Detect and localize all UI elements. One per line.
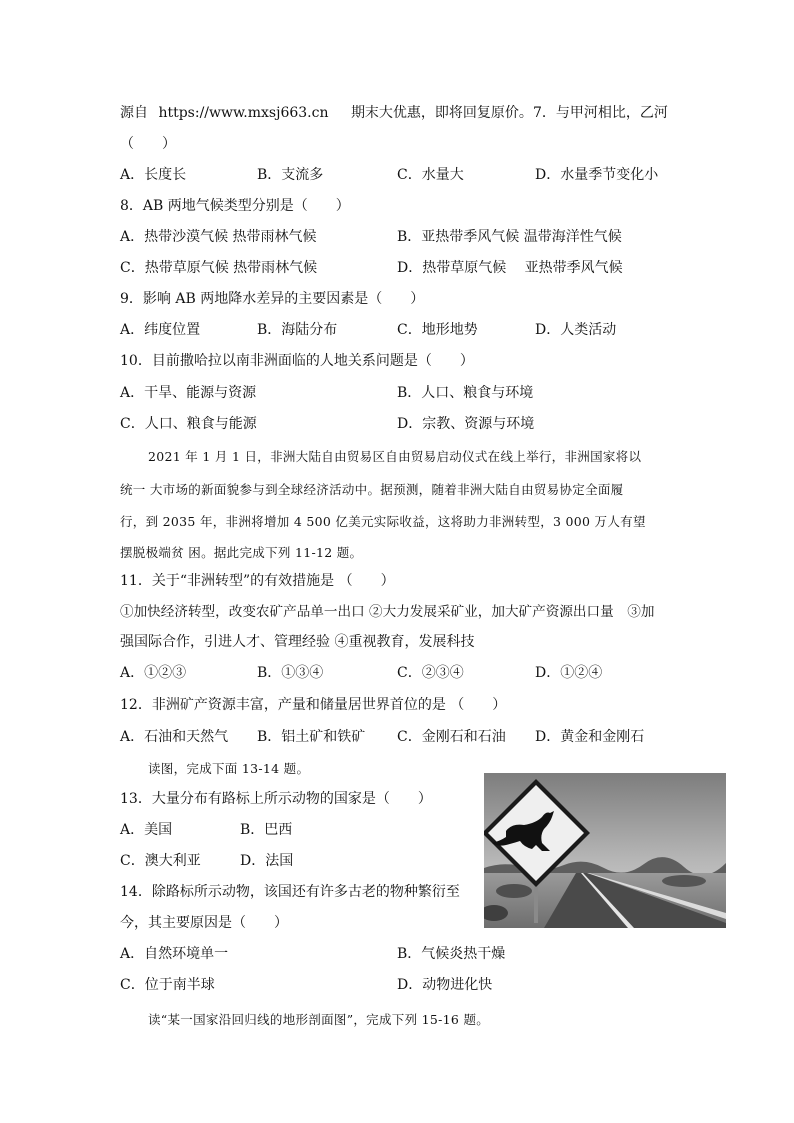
passage1-line: 摆脱极端贫 困。据此完成下列 11-12 题。 bbox=[120, 545, 363, 560]
q12-option-c: C．金刚石和石油 bbox=[397, 729, 506, 745]
q11-option-a: A．①②③ bbox=[120, 665, 187, 681]
q8-option-b: B．亚热带季风气候 温带海洋性气候 bbox=[397, 229, 622, 245]
q8-option-d: D．热带草原气候 亚热带季风气候 bbox=[397, 260, 623, 276]
q7-stem: 7．与甲河相比，乙河 bbox=[532, 105, 668, 121]
q11-stem: 11．关于“非洲转型”的有效措施是 （ ） bbox=[120, 573, 395, 589]
q9-option-c: C．地形地势 bbox=[397, 322, 478, 338]
q12-option-d: D．黄金和金刚石 bbox=[535, 729, 645, 745]
source-prefix: 源自 bbox=[120, 105, 148, 121]
kangaroo-sign-photo bbox=[484, 773, 726, 928]
q9-stem: 9．影响 AB 两地降水差异的主要因素是（ ） bbox=[120, 291, 425, 307]
kangaroo-sign-image bbox=[484, 773, 726, 928]
q11-option-d: D．①②④ bbox=[535, 665, 603, 681]
q7-option-d: D．水量季节变化小 bbox=[535, 167, 659, 183]
q7-option-a: A．长度长 bbox=[120, 167, 187, 183]
q7-option-b: B．支流多 bbox=[257, 167, 324, 183]
q9-option-a: A．纬度位置 bbox=[120, 322, 201, 338]
q14-option-d: D．动物进化快 bbox=[397, 977, 493, 993]
q14-option-b: B．气候炎热干燥 bbox=[397, 946, 506, 962]
q10-option-d: D．宗教、资源与环境 bbox=[397, 416, 535, 432]
q11-option-b: B．①③④ bbox=[257, 665, 324, 681]
header-line bbox=[120, 104, 668, 122]
q10-option-b: B．人口、粮食与环境 bbox=[397, 385, 534, 401]
q14-option-a: A．自然环境单一 bbox=[120, 946, 229, 962]
q13-option-a: A．美国 bbox=[120, 822, 173, 838]
q7-paren: （ ） bbox=[120, 136, 176, 152]
passage3-text: 读“某一国家沿回归线的地形剖面图”，完成下列 15-16 题。 bbox=[148, 1012, 490, 1027]
q11-measures-line: 强国际合作，引进人才、管理经验 ④重视教育，发展科技 bbox=[120, 634, 475, 650]
q12-stem: 12．非洲矿产资源丰富，产量和储量居世界首位的是 （ ） bbox=[120, 697, 507, 713]
promo-text: 期末大优惠，即将回复原价。 bbox=[350, 105, 533, 121]
q13-stem: 13．大量分布有路标上所示动物的国家是（ ） bbox=[120, 791, 432, 807]
q14-stem-line: 今，其主要原因是（ ） bbox=[120, 915, 288, 931]
passage2-text: 读图，完成下面 13-14 题。 bbox=[148, 761, 310, 776]
q8-option-c: C．热带草原气候 热带雨林气候 bbox=[120, 260, 318, 276]
q13-option-c: C．澳大利亚 bbox=[120, 853, 201, 869]
q13-option-d: D．法国 bbox=[240, 853, 294, 869]
q7-option-c: C．水量大 bbox=[397, 167, 464, 183]
q11-option-c: C．②③④ bbox=[397, 665, 464, 681]
q10-stem: 10．目前撒哈拉以南非洲面临的人地关系问题是（ ） bbox=[120, 353, 474, 369]
passage1-line: 行，到 2035 年，非洲将增加 4 500 亿美元实际收益，这将助力非洲转型，3 000 万人有望 bbox=[120, 514, 646, 529]
q8-option-a: A．热带沙漠气候 热带雨林气候 bbox=[120, 229, 317, 245]
q12-option-b: B．铝土矿和铁矿 bbox=[257, 729, 366, 745]
q12-option-a: A．石油和天然气 bbox=[120, 729, 229, 745]
passage1-line: 2021 年 1 月 1 日，非洲大陆自由贸易区自由贸易启动仪式在线上举行，非洲国家将以 bbox=[148, 449, 642, 464]
q8-stem: 8．AB 两地气候类型分别是（ ） bbox=[120, 198, 350, 214]
q10-option-c: C．人口、粮食与能源 bbox=[120, 416, 257, 432]
q14-option-c: C．位于南半球 bbox=[120, 977, 215, 993]
q9-option-d: D．人类活动 bbox=[535, 322, 617, 338]
passage1-line: 统一 大市场的新面貌参与到全球经济活动中。据预测，随着非洲大陆自由贸易协定全面履 bbox=[120, 482, 624, 497]
source-url[interactable]: https://www.mxsj663.cn bbox=[158, 105, 329, 121]
q10-option-a: A．干旱、能源与资源 bbox=[120, 385, 257, 401]
q14-stem-line: 14．除路标所示动物，该国还有许多古老的物种繁衍至 bbox=[120, 884, 460, 900]
q9-option-b: B．海陆分布 bbox=[257, 322, 338, 338]
q13-option-b: B．巴西 bbox=[240, 822, 293, 838]
q11-measures-line: ①加快经济转型，改变农矿产品单一出口 ②大力发展采矿业，加大矿产资源出口量 ③加 bbox=[120, 604, 655, 620]
